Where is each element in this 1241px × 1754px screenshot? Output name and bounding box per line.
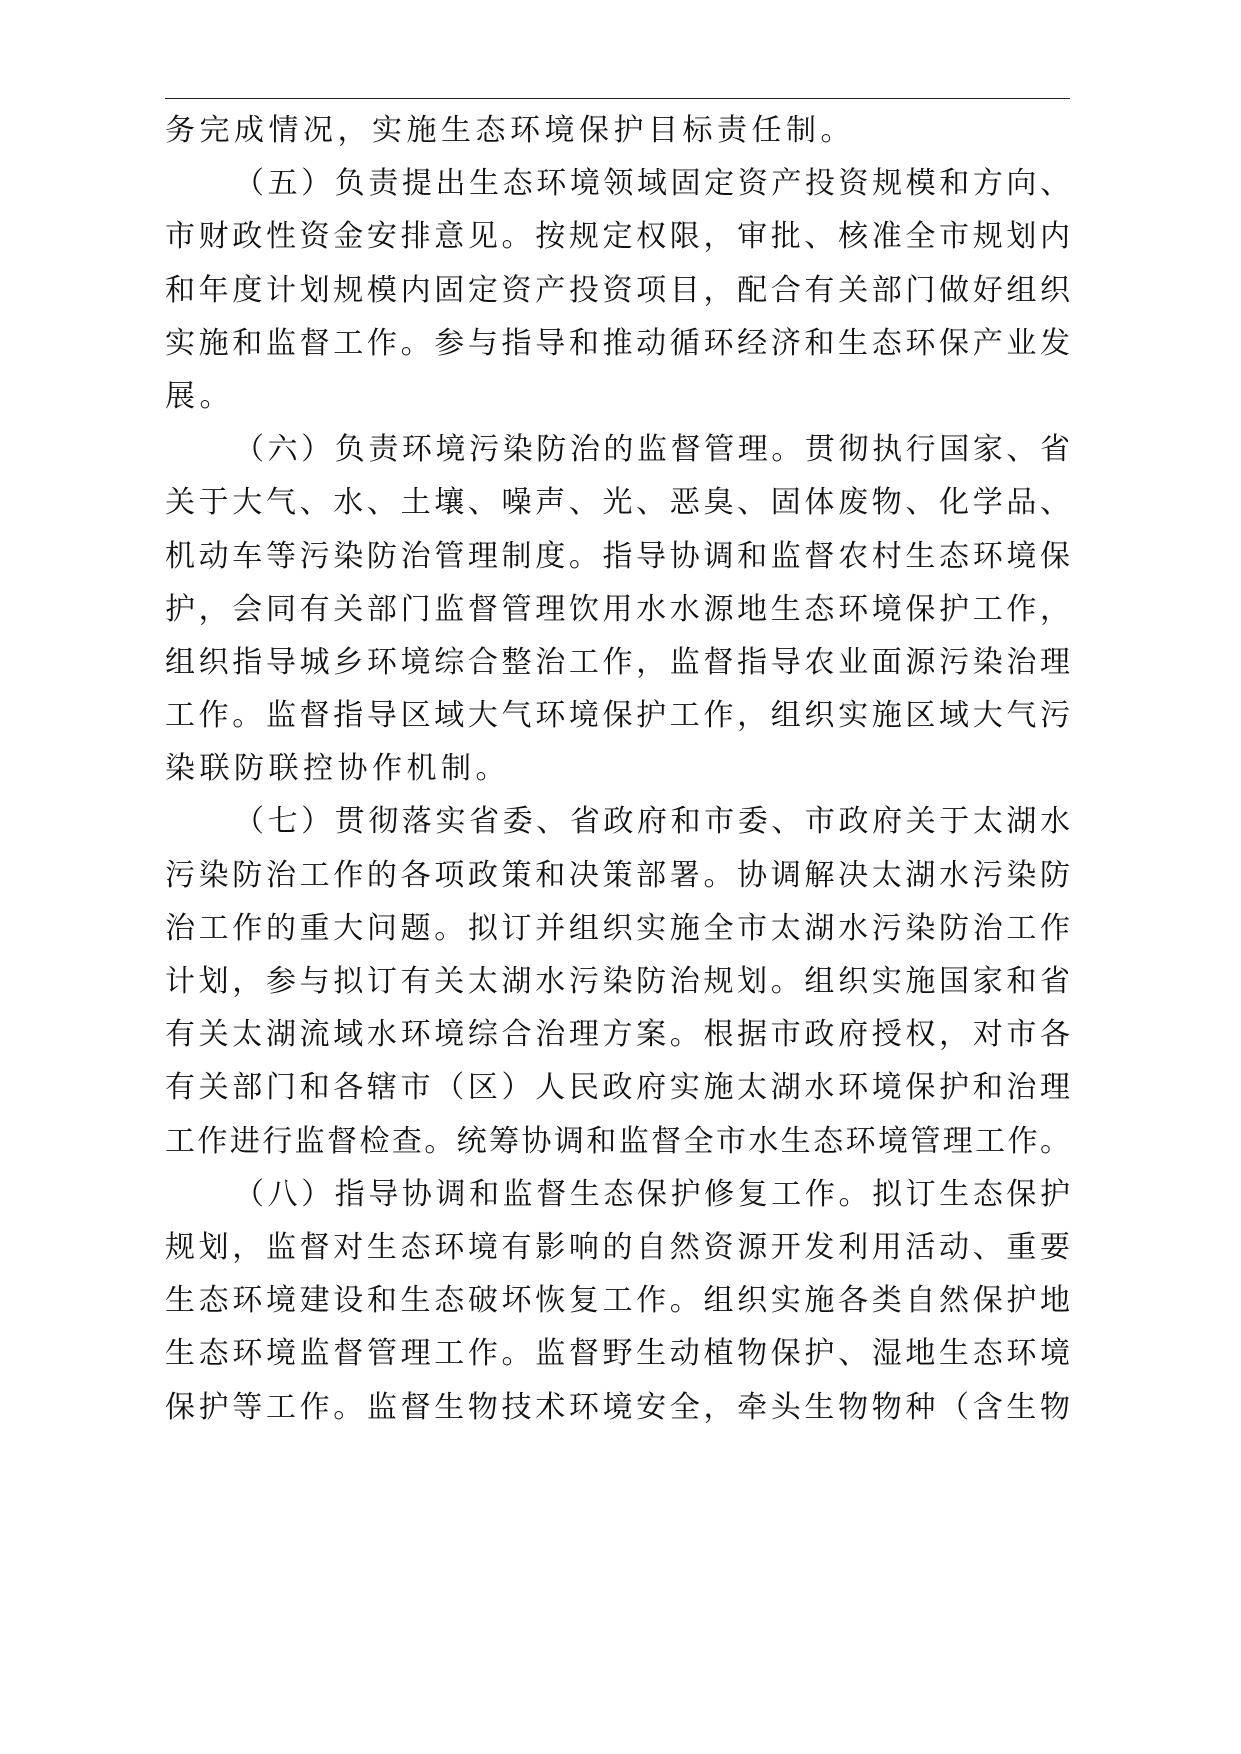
text-line: （六）负责环境污染防治的监督管理。贯彻执行国家、省	[234, 432, 1070, 468]
text-line: 计划，参与拟订有关太湖水污染防治规划。组织实施国家和省	[165, 964, 1070, 999]
paragraph	[165, 423, 1070, 795]
text-line: 污染防治工作的各项政策和决策部署。协调解决太湖水污染防	[165, 857, 1070, 893]
text-line: 和年度计划规模内固定资产投资项目，配合有关部门做好组织	[165, 272, 1070, 308]
text-line: 染联防联控协作机制。	[165, 751, 510, 787]
paragraph	[165, 157, 1070, 423]
text-line: 展。	[165, 378, 234, 414]
text-line: （七）贯彻落实省委、省政府和市委、市政府关于太湖水	[234, 804, 1070, 840]
text-line: 工作进行监督检查。统筹协调和监督全市水生态环境管理工作。	[165, 1123, 1070, 1159]
text-line: 生态环境建设和生态破坏恢复工作。组织实施各类自然保护地	[165, 1283, 1070, 1319]
text-line: 有关部门和各辖市（区）人民政府实施太湖水环境保护和治理	[165, 1070, 1070, 1106]
paragraph	[165, 795, 1070, 1167]
text-line: 规划，监督对生态环境有影响的自然资源开发利用活动、重要	[165, 1229, 1070, 1265]
text-line: 机动车等污染防治管理制度。指导协调和监督农村生态环境保	[165, 538, 1070, 574]
document-body	[165, 104, 1070, 1434]
text-line: 有关太湖流域水环境综合治理方案。根据市政府授权，对市各	[165, 1017, 1070, 1053]
text-line: 实施和监督工作。参与指导和推动循环经济和生态环保产业发	[165, 325, 1070, 361]
text-line: （八）指导协调和监督生态保护修复工作。拟订生态保护	[234, 1176, 1070, 1212]
text-line: 治工作的重大问题。拟订并组织实施全市太湖水污染防治工作	[165, 910, 1070, 946]
text-line: 组织指导城乡环境综合整治工作，监督指导农业面源污染治理	[165, 644, 1070, 680]
text-line: 生态环境监督管理工作。监督野生动植物保护、湿地生态环境	[165, 1336, 1070, 1372]
text-line: 保护等工作。监督生物技术环境安全，牵头生物物种（含生物	[165, 1389, 1070, 1425]
text-line: 市财政性资金安排意见。按规定权限，审批、核准全市规划内	[165, 219, 1070, 255]
text-line: 务完成情况，实施生态环境保护目标责任制。	[165, 113, 855, 148]
text-line: 护，会同有关部门监督管理饮用水水源地生态环境保护工作，	[165, 591, 1070, 627]
text-line: 工作。监督指导区域大气环境保护工作，组织实施区域大气污	[165, 698, 1070, 734]
paragraph	[165, 1168, 1070, 1434]
paragraph	[165, 104, 1070, 157]
text-line: 关于大气、水、土壤、噪声、光、恶臭、固体废物、化学品、	[165, 485, 1070, 521]
header-rule	[165, 98, 1070, 99]
text-line: （五）负责提出生态环境领域固定资产投资规模和方向、	[234, 166, 1070, 202]
